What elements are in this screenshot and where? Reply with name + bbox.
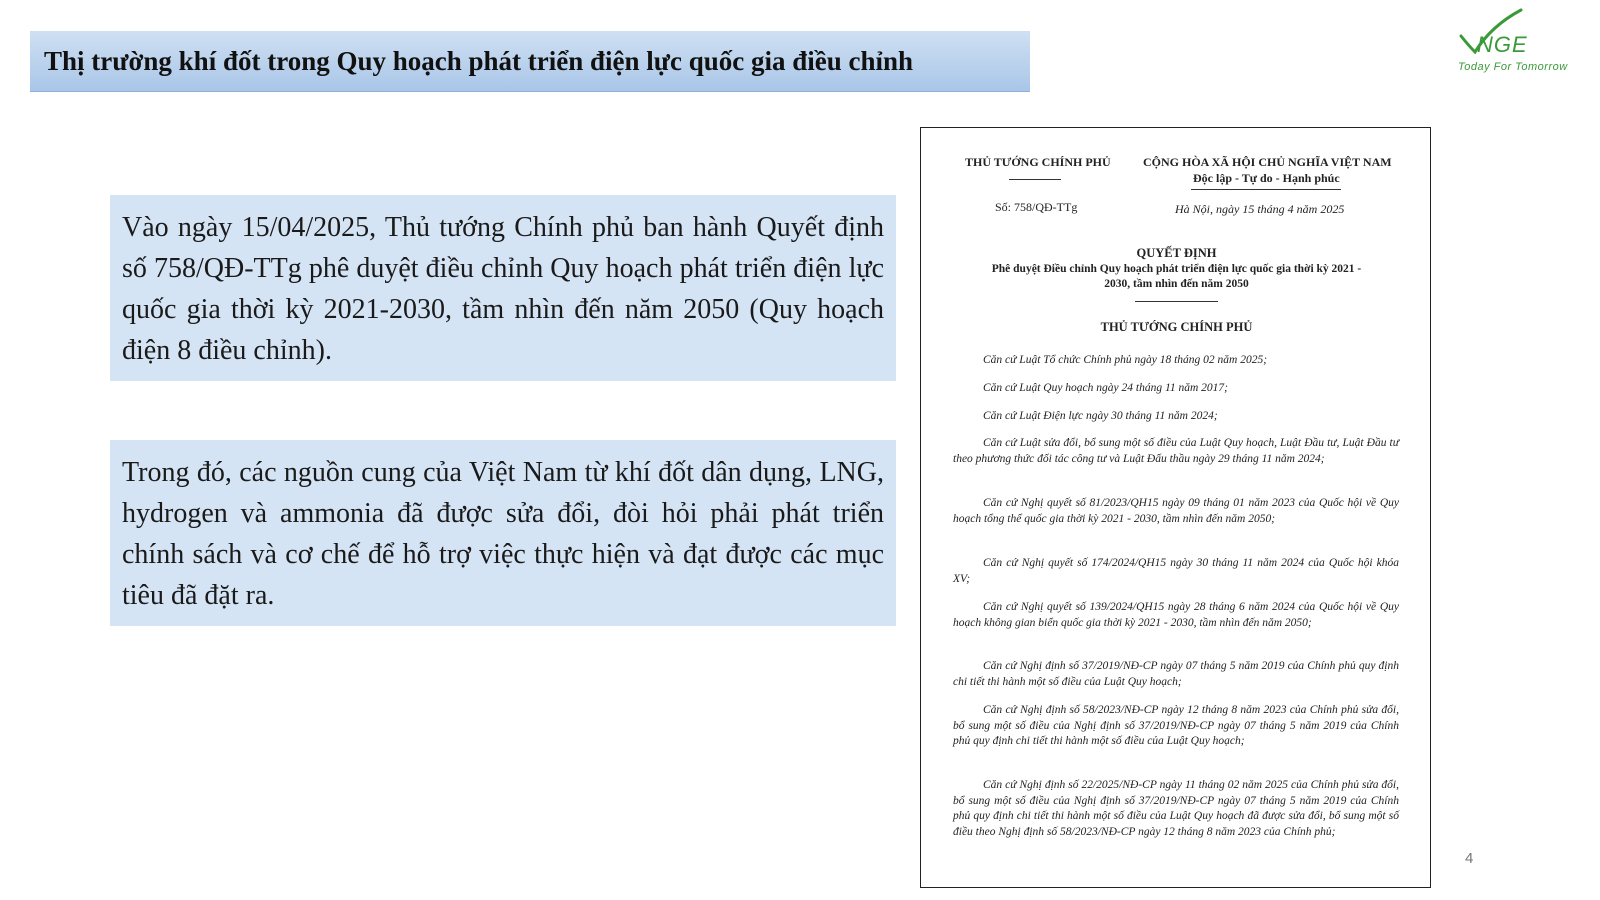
- logo-tagline: Today For Tomorrow: [1458, 61, 1568, 73]
- doc-paragraph: Căn cứ Nghị quyết số 81/2023/QH15 ngày 09 tháng 01 năm 2023 của Quốc hội về Quy hoạch tổng thể quốc gia thời kỳ 2021 - 2030, tầm nhìn đến năm 2050;: [953, 497, 1399, 525]
- info-box-supply: [110, 440, 896, 626]
- doc-divider: [1135, 301, 1218, 302]
- doc-issuer: THỦ TƯỚNG CHÍNH PHỦ: [965, 155, 1111, 169]
- svg-text:NGE: NGE: [1477, 32, 1528, 57]
- doc-divider: [1009, 179, 1061, 180]
- doc-date: Hà Nội, ngày 15 tháng 4 năm 2025: [1175, 202, 1345, 216]
- slide-title-bar: [30, 31, 1030, 92]
- doc-divider: [1191, 189, 1341, 190]
- decision-document-image: [920, 127, 1431, 888]
- doc-paragraph: Căn cứ Luật Tổ chức Chính phủ ngày 18 tháng 02 năm 2025;: [983, 354, 1268, 366]
- info-box-text: Vào ngày 15/04/2025, Thủ tướng Chính phủ ban hành Quyết định số 758/QĐ-TTg phê duyệt điều chỉnh Quy hoạch phát triển điện lực quốc gia thời kỳ 2021-2030, tầm nhìn đến năm 2050 (Quy hoạch điện 8 điều chỉnh).: [122, 212, 884, 366]
- doc-paragraph: Căn cứ Nghị quyết số 174/2024/QH15 ngày 30 tháng 11 năm 2024 của Quốc hội khóa XV;: [953, 557, 1399, 585]
- doc-number: Số: 758/QĐ-TTg: [995, 200, 1078, 214]
- doc-paragraph: Căn cứ Nghị quyết số 139/2024/QH15 ngày 28 tháng 6 năm 2024 của Quốc hội về Quy hoạch không gian biển quốc gia thời kỳ 2021 - 2030, tầm nhìn đến năm 2050;: [953, 601, 1399, 629]
- doc-paragraph: Căn cứ Nghị định số 37/2019/NĐ-CP ngày 07 tháng 5 năm 2019 của Chính phủ quy định chi tiết thi hành một số điều của Luật Quy hoạch;: [953, 660, 1399, 688]
- doc-paragraph: Căn cứ Luật sửa đổi, bổ sung một số điều của Luật Quy hoạch, Luật Đầu tư, Luật Đầu tư theo phương thức đối tác công tư và Luật Đấu thầu ngày 29 tháng 11 năm 2024;: [953, 437, 1399, 465]
- doc-type: QUYẾT ĐỊNH: [1136, 246, 1217, 260]
- doc-subject: Phê duyệt Điều chỉnh Quy hoạch phát triển điện lực quốc gia thời kỳ 2021 - 2030, tầm nhìn đến năm 2050: [991, 263, 1362, 290]
- page-number: 4: [1465, 850, 1474, 867]
- info-box-decision: [110, 195, 896, 381]
- doc-paragraph: Căn cứ Luật Quy hoạch ngày 24 tháng 11 năm 2017;: [983, 382, 1228, 394]
- slide-title: Thị trường khí đốt trong Quy hoạch phát triển điện lực quốc gia điều chỉnh: [44, 45, 914, 76]
- doc-motto: Độc lập - Tự do - Hạnh phúc: [1193, 171, 1340, 185]
- doc-paragraph: Căn cứ Nghị định số 58/2023/NĐ-CP ngày 12 tháng 8 năm 2023 của Chính phủ sửa đổi, bổ sung một số điều của Nghị định số 37/2019/NĐ-CP ngày 07 tháng 5 năm 2019 của Chính phủ quy định chi tiết thi hành một số điều của Luật Quy hoạch;: [953, 704, 1399, 747]
- doc-paragraph: Căn cứ Nghị định số 22/2025/NĐ-CP ngày 11 tháng 02 năm 2025 của Chính phủ sửa đổi, bổ sung một số điều của Nghị định số 37/2019/NĐ-CP ngày 07 tháng 5 năm 2019 của Chính phủ quy định chi tiết thi hành một số điều của Luật Quy hoạch đã được sửa đổi, bổ sung một số điều theo Nghị định số 58/2023/NĐ-CP ngày 12 tháng 8 năm 2023 của Chính phủ;: [953, 779, 1399, 838]
- doc-nation: CỘNG HÒA XÃ HỘI CHỦ NGHĨA VIỆT NAM: [1143, 155, 1392, 169]
- doc-paragraph: Căn cứ Luật Điện lực ngày 30 tháng 11 năm 2024;: [983, 410, 1218, 422]
- info-box-text: Trong đó, các nguồn cung của Việt Nam từ khí đốt dân dụng, LNG, hydrogen và ammonia đã được sửa đổi, đòi hỏi phải phát triển chính sách và cơ chế để hỗ trợ việc thực hiện và đạt được các mục tiêu đã đặt ra.: [122, 457, 884, 611]
- doc-authority: THỦ TƯỚNG CHÍNH PHỦ: [1100, 320, 1253, 334]
